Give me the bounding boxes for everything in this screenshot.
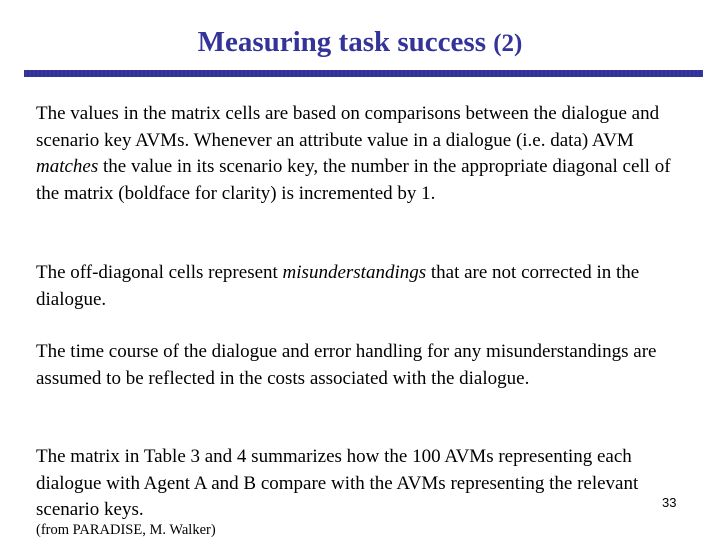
page-number: 33 — [662, 495, 677, 510]
paragraph-1-text-a: The values in the matrix cells are based on comparisons between the dialogue and scenario key AVMs. Whenever an attribute value in a dialogue (i.e. data) AVM — [36, 103, 660, 151]
paragraph-2-text-a: The off-diagonal cells represent — [36, 262, 283, 283]
paragraph-time-course: The time course of the dialogue and error handling for any misunderstandings are assumed to be reflected in the costs associated with the dialogue. — [36, 341, 657, 389]
paragraph-avm-comparison — [36, 101, 686, 207]
slide-title — [0, 24, 720, 62]
slide-title-number: (2) — [493, 30, 523, 57]
paragraph-1-text-b: the value in its scenario key, the number in the appropriate diagonal cell of the matrix (boldface for clarity) is incremented by 1. — [36, 156, 671, 204]
title-divider — [24, 70, 703, 77]
source-citation: (from PARADISE, M. Walker) — [36, 522, 216, 538]
paragraph-1-emphasis: matches — [36, 156, 99, 177]
paragraph-off-diagonal — [36, 260, 686, 313]
paragraph-2-text-b: that are not corrected in the dialogue. — [36, 262, 640, 310]
slide-title-text: Measuring task success — [197, 26, 486, 58]
paragraph-matrix-summary: The matrix in Table 3 and 4 summarizes how the 100 AVMs representing each dialogue with Agent A and B compare with the AVMs representing the relevant scenario keys. — [36, 446, 639, 520]
paragraph-2-emphasis: misunderstandings — [282, 262, 427, 283]
